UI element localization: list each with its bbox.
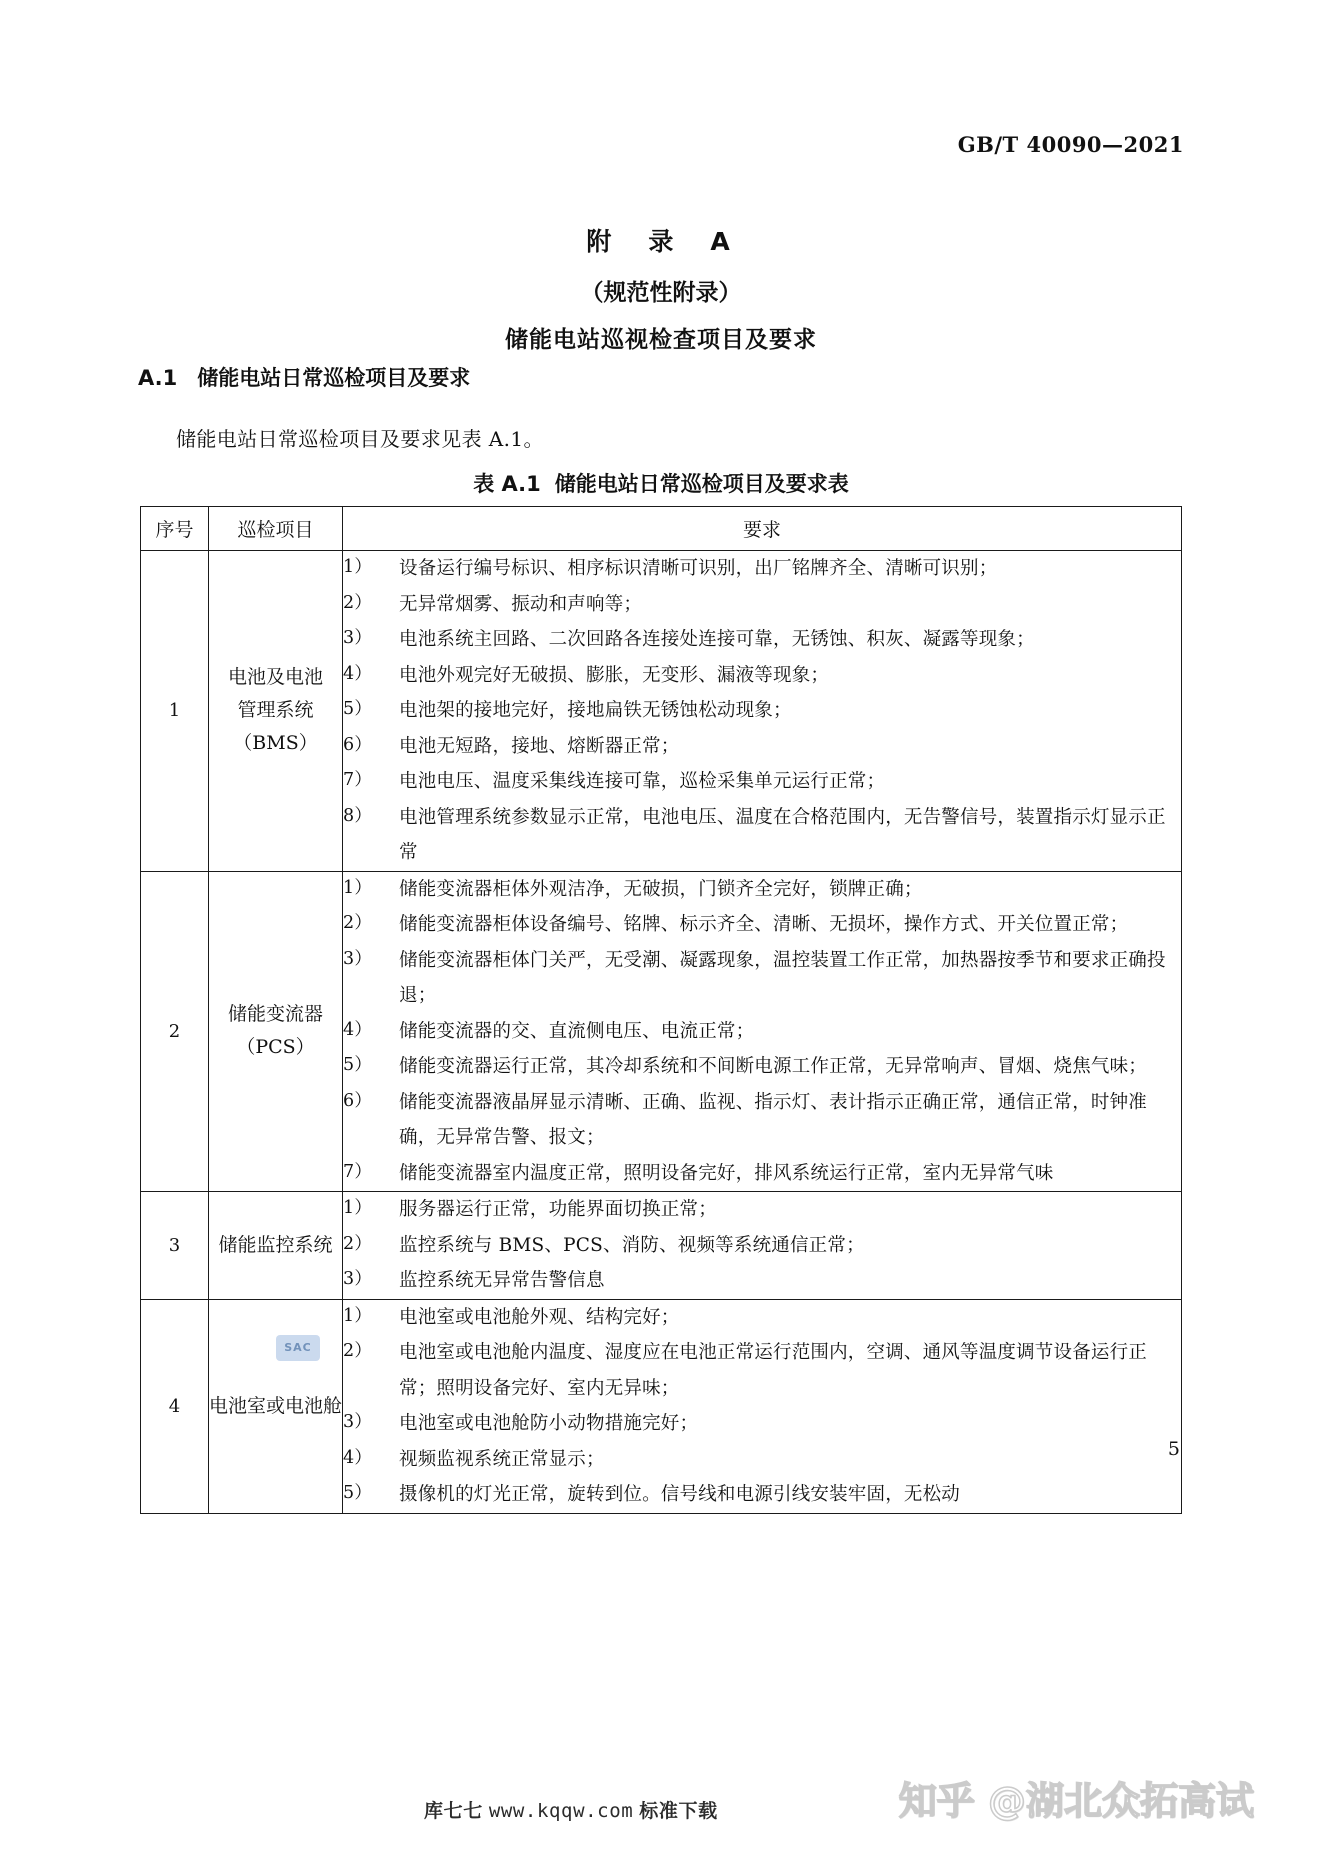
cell-requirements — [343, 1192, 1182, 1300]
cell-row-number: 1 — [141, 551, 209, 872]
requirement-item — [343, 729, 1181, 765]
requirement-text: 电池电压、温度采集线连接可靠，巡检采集单元运行正常； — [399, 771, 886, 793]
annex-title-block — [0, 222, 1322, 354]
requirement-text: 电池室或电池舱内温度、湿度应在电池正常运行范围内，空调、通风等温度调节设备运行正常；照明设备完好、室内无异味； — [399, 1342, 1148, 1399]
table-row — [141, 1299, 1182, 1513]
requirement-list — [343, 1192, 1181, 1299]
requirement-text: 储能变流器液晶屏显示清晰、正确、监视、指示灯、表计指示正确正常，通信正常，时钟准确，无异常告警、报文； — [399, 1091, 1148, 1149]
zhihu-watermark: 知乎 @湖北众拓高试 — [898, 1779, 1254, 1823]
requirement-text: 视频监视系统正常显示； — [399, 1448, 605, 1470]
sac-stamp-icon: SAC — [276, 1335, 320, 1361]
clause-number: A.1 — [138, 366, 178, 390]
table-row — [141, 1192, 1182, 1300]
requirement-item — [343, 1192, 1181, 1228]
requirement-text: 电池系统主回路、二次回路各连接处连接可靠，无锈蚀、积灰、凝露等现象； — [399, 629, 1035, 651]
inspection-table-wrap — [140, 506, 1182, 1514]
annex-kind: （规范性附录） — [580, 280, 742, 306]
requirement-text: 电池室或电池舱防小动物措施完好； — [399, 1413, 699, 1435]
requirement-marker: 5） — [343, 1483, 373, 1504]
requirement-text: 摄像机的灯光正常，旋转到位。信号线和电源引线安装牢固，无松动 — [399, 1484, 961, 1506]
requirement-item — [343, 872, 1181, 908]
requirement-item — [343, 1156, 1181, 1192]
cell-row-number: 3 — [141, 1192, 209, 1300]
requirement-marker: 1） — [343, 557, 373, 577]
requirement-item — [343, 693, 1181, 729]
requirement-item — [343, 1406, 1181, 1442]
requirement-text: 服务器运行正常，功能界面切换正常； — [399, 1199, 717, 1221]
requirement-marker: 2） — [343, 913, 373, 934]
cell-inspection-item — [209, 871, 343, 1192]
requirement-list — [343, 872, 1181, 1192]
requirement-marker: 1） — [343, 877, 373, 898]
requirement-text: 储能变流器柜体门关严，无受潮、凝露现象，温控装置工作正常，加热器按季节和要求正确投退； — [399, 949, 1166, 1007]
clause-title: 储能电站日常巡检项目及要求 — [197, 366, 471, 390]
requirement-marker: 8） — [343, 805, 373, 826]
requirement-item — [343, 1300, 1181, 1336]
inspection-item-line: 储能监控系统 — [218, 1233, 333, 1256]
requirement-item — [343, 1228, 1181, 1264]
requirement-item — [343, 1049, 1181, 1085]
requirement-item — [343, 587, 1181, 623]
requirement-marker: 4） — [343, 1019, 373, 1040]
requirement-item — [343, 658, 1181, 694]
requirement-marker: 4） — [343, 1447, 373, 1468]
column-header-no: 序号 — [141, 507, 209, 551]
cell-row-number: 4 — [141, 1299, 209, 1513]
requirement-text: 电池室或电池舱外观、结构完好； — [399, 1306, 680, 1328]
requirement-item — [343, 1442, 1181, 1478]
requirement-text: 监控系统与 BMS、PCS、消防、视频等系统通信正常； — [399, 1234, 865, 1256]
cell-inspection-item — [209, 551, 343, 872]
requirement-item — [343, 551, 1181, 587]
requirement-marker: 1） — [343, 1305, 373, 1326]
site-watermark — [424, 1796, 718, 1823]
table-caption-label: 表 A.1 — [473, 472, 541, 496]
requirement-item — [343, 622, 1181, 658]
requirement-item — [343, 1335, 1181, 1406]
requirement-text: 储能变流器运行正常，其冷却系统和不间断电源工作正常，无异常响声、冒烟、烧焦气味； — [399, 1056, 1148, 1078]
requirement-item — [343, 764, 1181, 800]
cell-inspection-item — [209, 1192, 343, 1300]
requirement-item — [343, 800, 1181, 871]
requirement-marker: 6） — [343, 734, 373, 755]
table-row — [141, 551, 1182, 872]
table-body — [141, 551, 1182, 1514]
inspection-table — [140, 506, 1182, 1514]
requirement-item — [343, 1014, 1181, 1050]
requirement-text: 电池无短路，接地、熔断器正常； — [399, 735, 680, 757]
inspection-item-line: （BMS） — [233, 732, 318, 755]
table-caption-title: 储能电站日常巡检项目及要求表 — [554, 472, 849, 496]
cell-requirements — [343, 551, 1182, 872]
site-watermark-prefix: 库七七 — [424, 1800, 483, 1822]
inspection-item-line: 管理系统 — [237, 699, 314, 722]
inspection-item-line: 电池及电池 — [227, 665, 323, 688]
body-paragraph: 储能电站日常巡检项目及要求见表 A.1。 — [176, 427, 544, 451]
requirement-marker: 3） — [343, 1412, 373, 1433]
requirement-text: 无异常烟雾、振动和声响等； — [399, 593, 643, 615]
table-row — [141, 871, 1182, 1192]
requirement-text: 储能变流器柜体设备编号、铭牌、标示齐全、清晰、无损坏，操作方式、开关位置正常； — [399, 914, 1129, 936]
column-header-item: 巡检项目 — [209, 507, 343, 551]
requirement-item — [343, 1477, 1181, 1513]
annex-label: 附 录 A — [586, 227, 736, 256]
requirement-item — [343, 907, 1181, 943]
requirement-marker: 2） — [343, 592, 373, 613]
table-caption — [0, 468, 1322, 498]
requirement-item — [343, 1263, 1181, 1299]
requirement-item — [343, 943, 1181, 1014]
requirement-marker: 6） — [343, 1090, 373, 1111]
requirement-text: 电池管理系统参数显示正常，电池电压、温度在合格范围内，无告警信号，装置指示灯显示正常 — [399, 806, 1166, 864]
requirement-text: 电池架的接地完好，接地扁铁无锈蚀松动现象； — [399, 700, 792, 722]
requirement-marker: 7） — [343, 770, 373, 791]
requirement-item — [343, 1085, 1181, 1156]
cell-requirements — [343, 1299, 1182, 1513]
inspection-item-line: （PCS） — [236, 1036, 315, 1059]
requirement-marker: 7） — [343, 1161, 373, 1182]
inspection-item-line: 储能变流器 — [227, 1003, 323, 1026]
requirement-marker: 5） — [343, 699, 373, 720]
cell-row-number: 2 — [141, 871, 209, 1192]
inspection-item-line: 电池室或电池舱 — [209, 1394, 343, 1417]
requirement-marker: 3） — [343, 628, 373, 649]
cell-inspection-item — [209, 1299, 343, 1513]
requirement-text: 储能变流器柜体外观洁净，无破损，门锁齐全完好，锁牌正确； — [399, 878, 923, 900]
requirement-list — [343, 1300, 1181, 1513]
requirement-marker: 5） — [343, 1055, 373, 1076]
requirement-marker: 4） — [343, 663, 373, 684]
site-watermark-url: www.kqqw.com — [488, 1800, 634, 1822]
requirement-marker: 3） — [343, 1269, 373, 1290]
requirement-text: 设备运行编号标识、相序标识清晰可识别，出厂铭牌齐全、清晰可识别； — [399, 558, 998, 579]
requirement-text: 监控系统无异常告警信息 — [399, 1270, 605, 1292]
requirement-marker: 2） — [343, 1341, 373, 1362]
table-header-row — [141, 507, 1182, 551]
running-header-standard-id: GB/T 40090—2021 — [957, 132, 1184, 157]
requirement-marker: 2） — [343, 1233, 373, 1254]
requirement-marker: 1） — [343, 1198, 373, 1219]
requirement-text: 储能变流器的交、直流侧电压、电流正常； — [399, 1020, 755, 1042]
requirement-list — [343, 551, 1181, 871]
site-watermark-suffix: 标准下载 — [639, 1800, 718, 1822]
clause-heading — [138, 362, 470, 392]
requirement-marker: 3） — [343, 948, 373, 969]
table-head — [141, 507, 1182, 551]
requirement-text: 储能变流器室内温度正常，照明设备完好，排风系统运行正常，室内无异常气味 — [399, 1162, 1054, 1184]
requirement-text: 电池外观完好无破损、膨胀，无变形、漏液等现象； — [399, 664, 830, 686]
annex-title: 储能电站巡视检查项目及要求 — [505, 327, 817, 353]
page-number: 5 — [1167, 1438, 1180, 1460]
column-header-req: 要求 — [343, 507, 1182, 551]
cell-requirements — [343, 871, 1182, 1192]
